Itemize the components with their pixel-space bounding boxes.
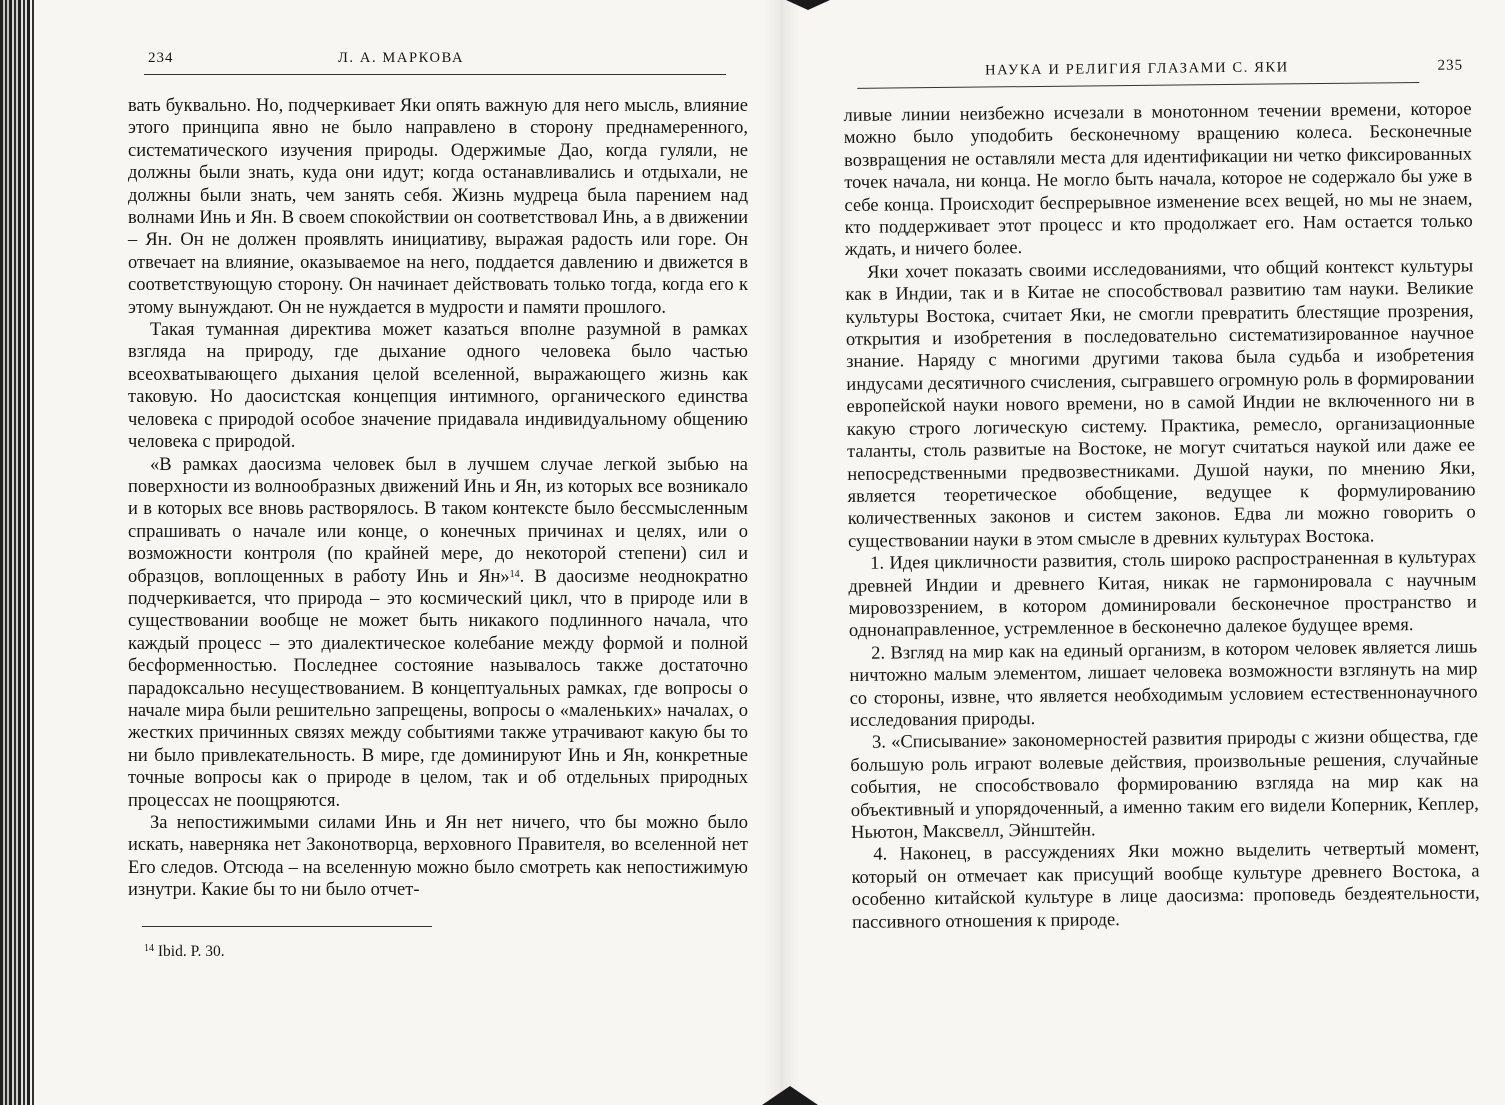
header-rule — [144, 74, 726, 75]
spine-mark-bottom — [762, 1086, 818, 1105]
footnote — [144, 943, 748, 961]
left-page — [128, 48, 748, 961]
paragraph: вать буквально. Но, подчеркивает Яки опять важную для него мысль, влияние этого принципа явно не было направлено в сторону преднамеренного, систематического изучения природы. Одержимые Дао, когда гуляли, не должны были знать, куда они идут; когда останавливались и отдыхали, не должны были знать, чем занять себя. Жизнь мудреца была парением над волнами Инь и Ян. В своем спокойствии он соответствовал Инь, а в движении – Ян. Он не должен проявлять инициативу, выражая радость или горе. Он отвечает на влияние, оказываемое на него, поддается давлению и движется в соответствующую сторону. Он начинает действовать только тогда, когда его к этому вынуждают. Он не нуждается в мудрости и памяти прошлого. — [128, 96, 748, 318]
running-head: Л. А. МАРКОВА — [338, 50, 465, 66]
right-page — [843, 55, 1480, 934]
scan-edge-shadow — [0, 0, 34, 1105]
paragraph: За непостижимыми силами Инь и Ян нет ничего, что бы можно было искать, наверняка нет Законотворца, верховного Правителя, во вселенной нет Его следов. Отсюда – на вселенную можно было смотреть как непостижимую изнутри. Какие бы то ни было отчет- — [128, 813, 748, 901]
left-page-header — [128, 48, 748, 74]
numbered-point-2: 2. Взгляд на мир как на единый организм, в котором человек является лишь ничтожно малым элементом, лишает человека возможности взглянуть на мир со стороны, извне, что является необходимым условием естественнонаучного исследования природы. — [849, 637, 1478, 731]
footnote-rule — [142, 926, 432, 927]
numbered-point-3: 3. «Списывание» закономерностей развития природы с жизни общества, где большую роль играют волевые действия, произвольные решения, случайные события, не способствовало формированию взгляда на мир как на объективный и упорядоченный, а именно таким его видели Коперник, Кеплер, Ньютон, Максвелл, Эйнштейн. — [850, 726, 1479, 843]
paragraph-with-footnote — [128, 454, 748, 813]
footnote-number: 14 — [144, 942, 154, 954]
spine-mark-top — [786, 0, 830, 10]
page-number: 235 — [1437, 57, 1464, 74]
numbered-point-4: 4. Наконец, в рассуждениях Яки можно выделить четвертый момент, который он отмечает как присущий вообще культуре древнего Востока, а особенно китайской культуре в лице даосизма: проповедь бездеятельности, пассивного отношения к природе. — [851, 838, 1480, 933]
right-page-body — [843, 98, 1480, 934]
numbered-point-1: 1. Идея цикличности развития, столь широко распространенная в культурах древней Индии и древнего Китая, никак не гармонировала с научным мировоззрением, в котором доминировали бесконечное пространство и однонаправленное, устремленное в бесконечно далекое будущее время. — [848, 547, 1477, 642]
book-gutter — [764, 0, 800, 1105]
paragraph: Яки хочет показать своими исследованиями, что общий контекст культуры как в Индии, так и в Китае не способствовал развитию там науки. Великие культуры Востока, считает Яки, не смогли превратить блестящие прозрения, открытия и изобретения в последовательно систематизированное научное знание. Наряду с многими другими такова была судьба и изобретения индусами десятичного счисления, сыгравшего огромную роль в формировании европейской науки нового времени, но в самой Индии не включенного ни в какую строго логическую систему. Практика, ремесло, организационные таланты, столь развитые на Востоке, не могут считаться наукой или даже ее непосредственными предвозвестниками. Душой науки, по мнению Яки, является теоретическое обобщение, ведущее к формулированию количественных законов и систем законов. Едва ли можно говорить о существовании науки в этом смысле в древних культурах Востока. — [845, 256, 1476, 552]
left-page-body — [128, 95, 748, 902]
running-head: НАУКА И РЕЛИГИЯ ГЛАЗАМИ С. ЯКИ — [985, 59, 1289, 79]
paragraph: ливые линии неизбежно исчезали в монотонном течении времени, которое можно было уподобить бесконечному вращению колеса. Бесконечные возвращения не оставляли места для идентификации ни четко фиксированных точек начала, ни конца. Не могло быть начала, которое не содержало бы уже в себе конца. Происходит беспрерывное изменение всех вещей, но мы не знаем, кто поддерживает этот процесс и кто продолжает его. Нам остается только ждать, и ничего более. — [843, 99, 1473, 261]
paragraph: Такая туманная директива может казаться вполне разумной в рамках взгляда на природу, где дыхание одного человека было частью всеохватывающего дыхания целой вселенной, выражающего жизнь как таковую. Но даосистская концепция интимного, органического единства человека с природой особое значение придавала индивидуальному общению человека с природой. — [128, 320, 748, 453]
paragraph-continuation: . В даосизме неоднократно подчеркивается, что природа – это космический цикл, что в природе или в существовании вообще не может быть никакого подлинного начала, что каждый процесс – это диалектическое колебание между формой и полной бесформенностью. Последнее состояние называлось также достаточно парадоксально несуществованием. В концептуальных рамках, где вопросы о начале мира были решительно запрещены, вопросы о «маленьких» началах, о жестких причинных связях между событиями также утрачивают какую бы то ни было привлекательность. В мире, где доминируют Инь и Ян, конкретные точные вопросы как о природе в целом, так и об отдельных природных процессах не поощряются. — [128, 566, 748, 811]
page-number: 234 — [148, 50, 174, 66]
footnote-ref[interactable]: 14 — [509, 568, 520, 580]
footnote-text: Ibid. P. 30. — [157, 942, 225, 960]
quote-text: «В рамках даосизма человек был в лучшем случае легкой зыбью на поверхности из волнообразных движений Инь и Ян, из которых все возникало и в которых все вновь растворялось. В таком контексте было бессмысленным спрашивать о начале или конце, о конечных причинах и целях, или о возможности контроля (по крайней мере, до некоторой степени) сил и образцов, воплощенных в работу Инь и Ян» — [128, 454, 748, 587]
